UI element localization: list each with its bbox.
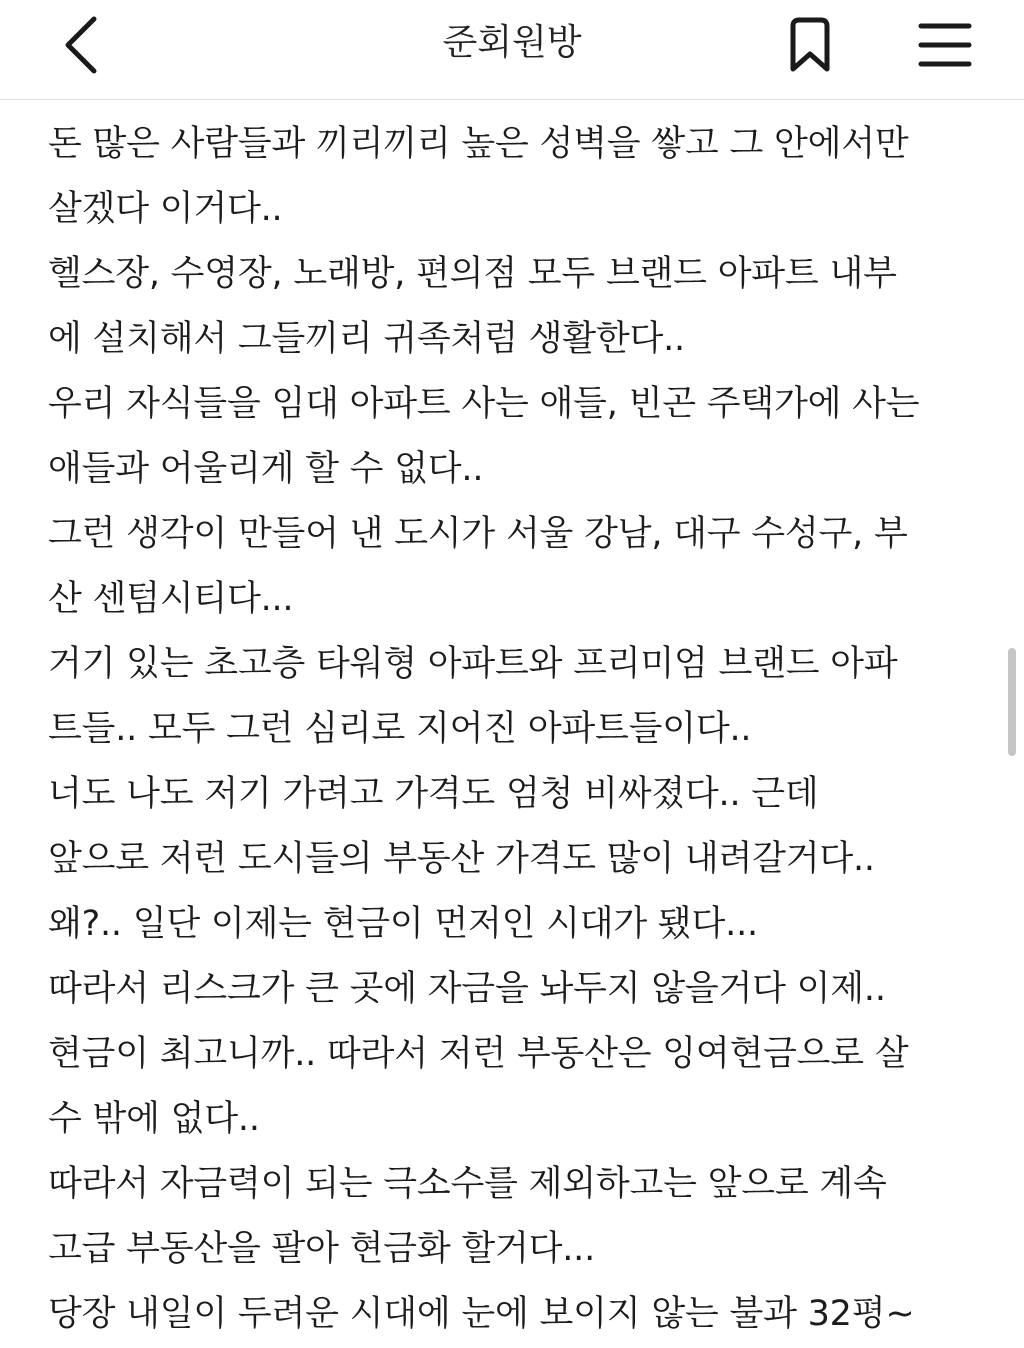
chevron-left-icon [62,15,102,75]
page-title: 준회원방 [442,22,582,63]
post-body [48,112,988,1347]
post-text-line: 앞으로 저런 도시들의 부동산 가격도 많이 내려갈거다.. [48,839,875,879]
post-text-line: 수 밖에 없다.. [48,1099,260,1139]
post-text-line: 거기 있는 초고층 타워형 아파트와 프리미엄 브랜드 아파 [48,644,898,684]
post-text-line: 에 설치해서 그들끼리 귀족처럼 생활한다.. [48,319,685,359]
post-text-line: 고급 부동산을 팔아 현금화 할거다... [48,1229,596,1269]
bookmark-button[interactable] [780,12,840,78]
post-text-line: 살겠다 이거다.. [48,189,283,229]
post-text-line: 따라서 리스크가 큰 곳에 자금을 놔두지 않을거다 이제.. [48,969,886,1009]
back-button[interactable] [52,10,112,80]
bookmark-icon [785,16,835,74]
post-text-line: 애들과 어울리게 할 수 없다.. [48,449,484,489]
post-text-line: 너도 나도 저기 가려고 가격도 엄청 비싸졌다.. 근데 [48,774,819,814]
top-app-bar [0,0,1024,100]
post-text-line: 산 센텀시티다... [48,579,294,619]
hamburger-menu-icon [918,21,972,69]
scrollbar-thumb[interactable] [1008,648,1016,756]
post-text-line: 우리 자식들을 임대 아파트 사는 애들, 빈곤 주택가에 사는 [48,384,920,424]
post-text-line: 그런 생각이 만들어 낸 도시가 서울 강남, 대구 수성구, 부 [48,514,908,554]
post-text-line: 왜?.. 일단 이제는 현금이 먼저인 시대가 됐다... [48,904,758,944]
menu-button[interactable] [912,12,978,78]
post-text-line: 헬스장, 수영장, 노래방, 편의점 모두 브랜드 아파트 내부 [48,254,897,294]
post-text-line: 트들.. 모두 그런 심리로 지어진 아파트들이다.. [48,709,752,749]
post-text-line: 따라서 자금력이 되는 극소수를 제외하고는 앞으로 계속 [48,1164,887,1204]
post-text-line: 당장 내일이 두려운 시대에 눈에 보이지 않는 불과 32평~ [48,1294,915,1334]
post-text-line: 돈 많은 사람들과 끼리끼리 높은 성벽을 쌓고 그 안에서만 [48,124,909,164]
post-text-line: 현금이 최고니까.. 따라서 저런 부동산은 잉여현금으로 살 [48,1034,909,1074]
